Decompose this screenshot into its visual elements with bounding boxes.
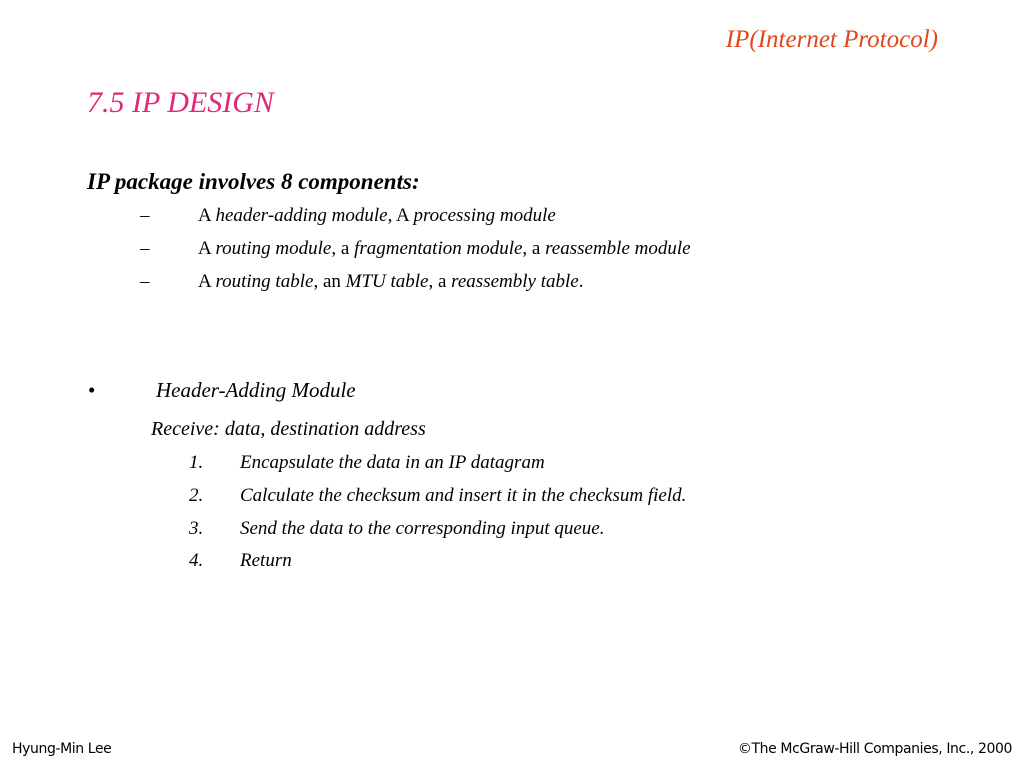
italic-term: fragmentation module [354, 238, 523, 259]
module-title: Header-Adding Module [156, 378, 356, 402]
intro-text: IP package involves 8 components: [87, 169, 420, 194]
step-number: 4. [189, 550, 204, 571]
dash-marker: – [140, 238, 150, 259]
step-number: 3. [189, 518, 204, 539]
plain-text: A [198, 238, 216, 259]
section-title: 7.5 IP DESIGN [87, 86, 274, 119]
step-number: 1. [189, 452, 204, 473]
plain-text: , a [331, 238, 355, 259]
step-text: Calculate the checksum and insert it in the checksum field. [240, 485, 687, 506]
bullet-marker: • [88, 378, 96, 402]
component-line [140, 271, 583, 293]
italic-term: routing table [215, 271, 314, 292]
component-line [140, 205, 556, 227]
italic-term: reassemble module [545, 238, 691, 259]
plain-text: A [198, 205, 216, 226]
component-line [140, 238, 691, 260]
step-item [189, 550, 292, 572]
plain-text: , a [522, 238, 546, 259]
italic-term: routing module [215, 238, 332, 259]
italic-term: MTU table [345, 271, 429, 292]
module-heading [88, 378, 356, 403]
step-item [189, 518, 604, 540]
plain-text: A [198, 271, 216, 292]
step-text: Encapsulate the data in an IP datagram [240, 452, 545, 473]
footer-author: Hyung-Min Lee [12, 741, 112, 757]
plain-text: , A [387, 205, 414, 226]
header-title: IP(Internet Protocol) [725, 26, 938, 53]
step-number: 2. [189, 485, 204, 506]
italic-term: header-adding module [215, 205, 388, 226]
dash-marker: – [140, 205, 150, 226]
italic-term: reassembly table [451, 271, 579, 292]
step-item [189, 485, 686, 507]
plain-text: . [578, 271, 584, 292]
receive-line: Receive: data, destination address [151, 418, 426, 440]
footer-copyright: ©The McGraw-Hill Companies, Inc., 2000 [737, 741, 1012, 757]
plain-text: , a [428, 271, 452, 292]
plain-text: , an [313, 271, 346, 292]
step-text: Send the data to the corresponding input queue. [240, 518, 605, 539]
step-item [189, 452, 545, 474]
dash-marker: – [140, 271, 150, 292]
step-text: Return [240, 550, 292, 571]
italic-term: processing module [413, 205, 556, 226]
